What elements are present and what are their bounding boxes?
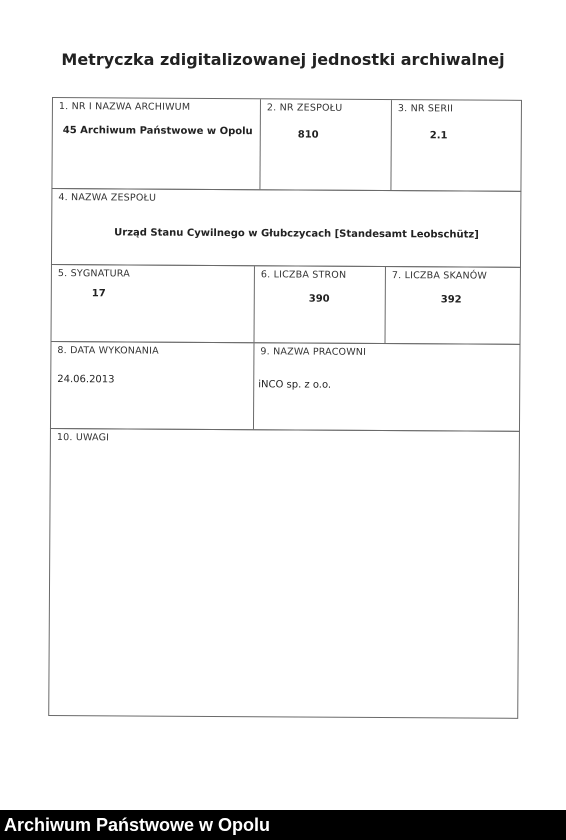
field-fonds-number-value: 810: [297, 129, 319, 141]
form-row-2: [51, 188, 521, 268]
field-studio: [253, 343, 520, 431]
form-row-4: [50, 341, 521, 432]
field-series-number-value: 2.1: [429, 130, 448, 142]
form-row-5: [48, 428, 520, 719]
field-fonds-name-label: 4. NAZWA ZESPOŁU: [58, 192, 157, 204]
field-date-value: 24.06.2013: [57, 374, 115, 386]
field-archive-label: 1. NR I NAZWA ARCHIWUM: [58, 101, 191, 113]
field-fonds-name-value: Urząd Stanu Cywilnego w Głubczycach [Standesamt Leobschütz]: [114, 227, 479, 241]
field-fonds-number: [259, 99, 391, 190]
field-signature-value: 17: [91, 288, 106, 300]
document-title: Metryczka zdigitalizowanej jednostki archiwalnej: [61, 50, 505, 69]
field-date-label: 8. DATA WYKONANIA: [57, 345, 159, 357]
field-fonds-number-label: 2. NR ZESPOŁU: [266, 102, 343, 114]
field-series-number: [390, 100, 521, 191]
field-notes: [49, 429, 519, 718]
metadata-form: [48, 97, 522, 721]
archive-watermark-banner: Archiwum Państwowe w Opolu: [0, 810, 566, 840]
field-archive: [52, 98, 260, 189]
field-page-count-label: 6. LICZBA STRON: [260, 269, 347, 281]
field-date: [51, 342, 254, 429]
field-signature-label: 5. SYGNATURA: [57, 268, 130, 280]
field-scan-count: [385, 267, 520, 344]
field-studio-value: iNCO sp. z o.o.: [258, 379, 332, 391]
field-notes-label: 10. UWAGI: [56, 432, 110, 444]
field-studio-label: 9. NAZWA PRACOWNI: [260, 346, 367, 358]
field-page-count-value: 390: [308, 293, 330, 305]
field-scan-count-label: 7. LICZBA SKANÓW: [391, 270, 488, 282]
field-scan-count-value: 392: [440, 294, 462, 306]
form-row-3: [51, 264, 521, 345]
field-fonds-name: [52, 189, 520, 267]
field-page-count: [254, 266, 385, 343]
field-archive-value: 45 Archiwum Państwowe w Opolu: [62, 125, 253, 138]
field-signature: [52, 265, 254, 342]
field-series-number-label: 3. NR SERII: [397, 103, 454, 115]
form-row-1: [51, 97, 522, 192]
